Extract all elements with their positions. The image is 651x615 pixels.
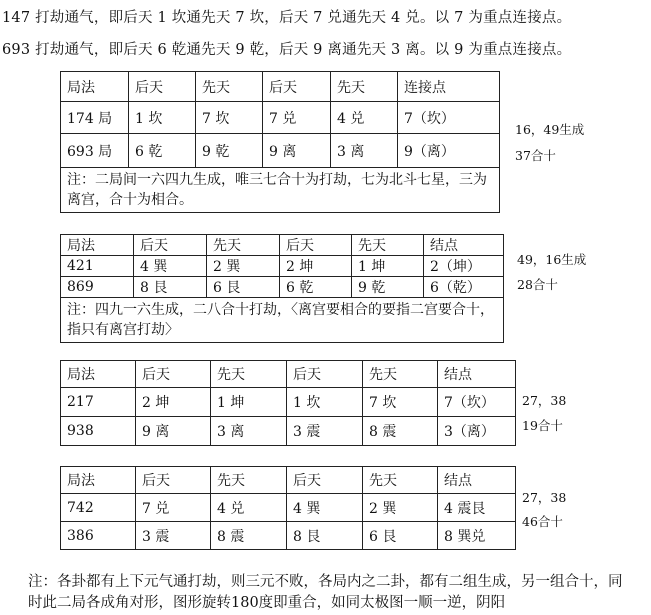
side-note-1a: 16，49生成 — [515, 122, 585, 137]
header-cell: 后天 — [136, 467, 211, 494]
table-cell: 9 乾 — [352, 277, 424, 298]
table-cell: 2 坤 — [136, 388, 211, 417]
table-cell: 2 巽 — [363, 494, 438, 522]
header-cell: 先天 — [352, 235, 424, 256]
side-note-3a: 27，38 — [522, 393, 567, 408]
table-2-header-row — [61, 235, 504, 256]
header-cell: 先天 — [331, 72, 398, 102]
table-cell: 2 巽 — [207, 256, 280, 277]
table-cell: 8 艮 — [134, 277, 207, 298]
header-cell: 后天 — [129, 72, 196, 102]
header-cell: 连接点 — [398, 72, 500, 102]
table-cell: 7 坎 — [196, 102, 263, 134]
table-cell: 3 震 — [287, 417, 363, 446]
table-cell: 693 局 — [61, 134, 129, 168]
header-cell: 先天 — [211, 467, 287, 494]
table-cell: 2（坤） — [424, 256, 504, 277]
header-cell: 后天 — [287, 361, 363, 388]
header-cell: 后天 — [287, 467, 363, 494]
table-cell: 4 巽 — [287, 494, 363, 522]
table-note: 注：二局间一六四九生成，唯三七合十为打劫，七为北斗七星，三为离宫，合十为相合。 — [61, 168, 500, 213]
table-cell: 4 兑 — [211, 494, 287, 522]
table-cell: 1 坤 — [352, 256, 424, 277]
table-row — [61, 522, 516, 550]
table-cell: 174 局 — [61, 102, 129, 134]
table-cell: 7 兑 — [263, 102, 331, 134]
table-cell: 7（坎） — [398, 102, 500, 134]
table-cell: 8 震 — [363, 417, 438, 446]
table-cell: 9（离） — [398, 134, 500, 168]
table-row — [61, 388, 516, 417]
side-note-4a: 27，38 — [522, 490, 567, 505]
table-cell: 4 兑 — [331, 102, 398, 134]
table-cell: 1 坎 — [287, 388, 363, 417]
side-note-4b: 46合十 — [522, 514, 563, 529]
table-1-header-row — [61, 72, 500, 102]
table-cell: 6 艮 — [363, 522, 438, 550]
side-note-2b: 28合十 — [517, 277, 558, 292]
table-cell: 869 — [61, 277, 134, 298]
table-row — [61, 417, 516, 446]
header-cell: 先天 — [207, 235, 280, 256]
intro-line-2: 693 打劫通气，即后天 6 乾通先天 9 乾，后天 9 离通先天 3 离。以 9 为重点连接点。 — [2, 42, 572, 58]
header-cell: 先天 — [363, 467, 438, 494]
side-note-1b: 37合十 — [515, 148, 556, 163]
table-4 — [60, 466, 516, 550]
side-note-3b: 19合十 — [522, 418, 563, 433]
header-cell: 局法 — [61, 467, 136, 494]
table-cell: 7（坎） — [438, 388, 516, 417]
table-2 — [60, 234, 504, 343]
table-cell: 742 — [61, 494, 136, 522]
table-row — [61, 102, 500, 134]
header-cell: 局法 — [61, 235, 134, 256]
table-cell: 6 乾 — [129, 134, 196, 168]
table-cell: 1 坤 — [211, 388, 287, 417]
table-note: 注：四九一六生成，二八合十打劫，〈离宫要相合的要指二宫要合十，指只有离宫打劫〉 — [61, 298, 504, 343]
table-cell: 2 坤 — [280, 256, 352, 277]
table-cell: 3 震 — [136, 522, 211, 550]
table-cell: 8 巽兑 — [438, 522, 516, 550]
table-4-header-row — [61, 467, 516, 494]
table-cell: 6 乾 — [280, 277, 352, 298]
table-cell: 3 离 — [211, 417, 287, 446]
header-cell: 先天 — [363, 361, 438, 388]
intro-line-1: 147 打劫通气，即后天 1 坎通先天 7 坎，后天 7 兑通先天 4 兑。以 7 为重点连接点。 — [2, 10, 572, 26]
side-note-2a: 49，16生成 — [517, 252, 587, 267]
header-cell: 后天 — [263, 72, 331, 102]
table-cell: 6（乾） — [424, 277, 504, 298]
header-cell: 结点 — [424, 235, 504, 256]
header-cell: 后天 — [136, 361, 211, 388]
table-cell: 386 — [61, 522, 136, 550]
table-cell: 7 兑 — [136, 494, 211, 522]
header-cell: 先天 — [211, 361, 287, 388]
table-cell: 9 乾 — [196, 134, 263, 168]
header-cell: 局法 — [61, 72, 129, 102]
table-cell: 1 坎 — [129, 102, 196, 134]
header-cell: 结点 — [438, 467, 516, 494]
table-cell: 8 艮 — [287, 522, 363, 550]
table-note-row — [61, 298, 504, 343]
header-cell: 后天 — [134, 235, 207, 256]
table-3 — [60, 360, 516, 446]
table-cell: 4 震艮 — [438, 494, 516, 522]
table-cell: 421 — [61, 256, 134, 277]
header-cell: 结点 — [438, 361, 516, 388]
table-cell: 6 艮 — [207, 277, 280, 298]
table-cell: 3（离） — [438, 417, 516, 446]
footer-note: 注：各卦都有上下元气通打劫，则三元不败，各局内之二卦，都有二组生成，另一组合十，同时此二局各成角对形，图形旋转180度即重合，如同太极图一顺一逆，阴阳 — [28, 574, 623, 611]
table-note-row — [61, 168, 500, 213]
table-cell: 217 — [61, 388, 136, 417]
table-cell: 9 离 — [263, 134, 331, 168]
table-row — [61, 277, 504, 298]
table-cell: 3 离 — [331, 134, 398, 168]
table-cell: 7 坎 — [363, 388, 438, 417]
header-cell: 局法 — [61, 361, 136, 388]
table-cell: 938 — [61, 417, 136, 446]
header-cell: 先天 — [196, 72, 263, 102]
table-row — [61, 494, 516, 522]
table-3-header-row — [61, 361, 516, 388]
table-1 — [60, 71, 500, 213]
table-cell: 4 巽 — [134, 256, 207, 277]
table-row — [61, 134, 500, 168]
table-row — [61, 256, 504, 277]
table-cell: 8 震 — [211, 522, 287, 550]
header-cell: 后天 — [280, 235, 352, 256]
table-cell: 9 离 — [136, 417, 211, 446]
